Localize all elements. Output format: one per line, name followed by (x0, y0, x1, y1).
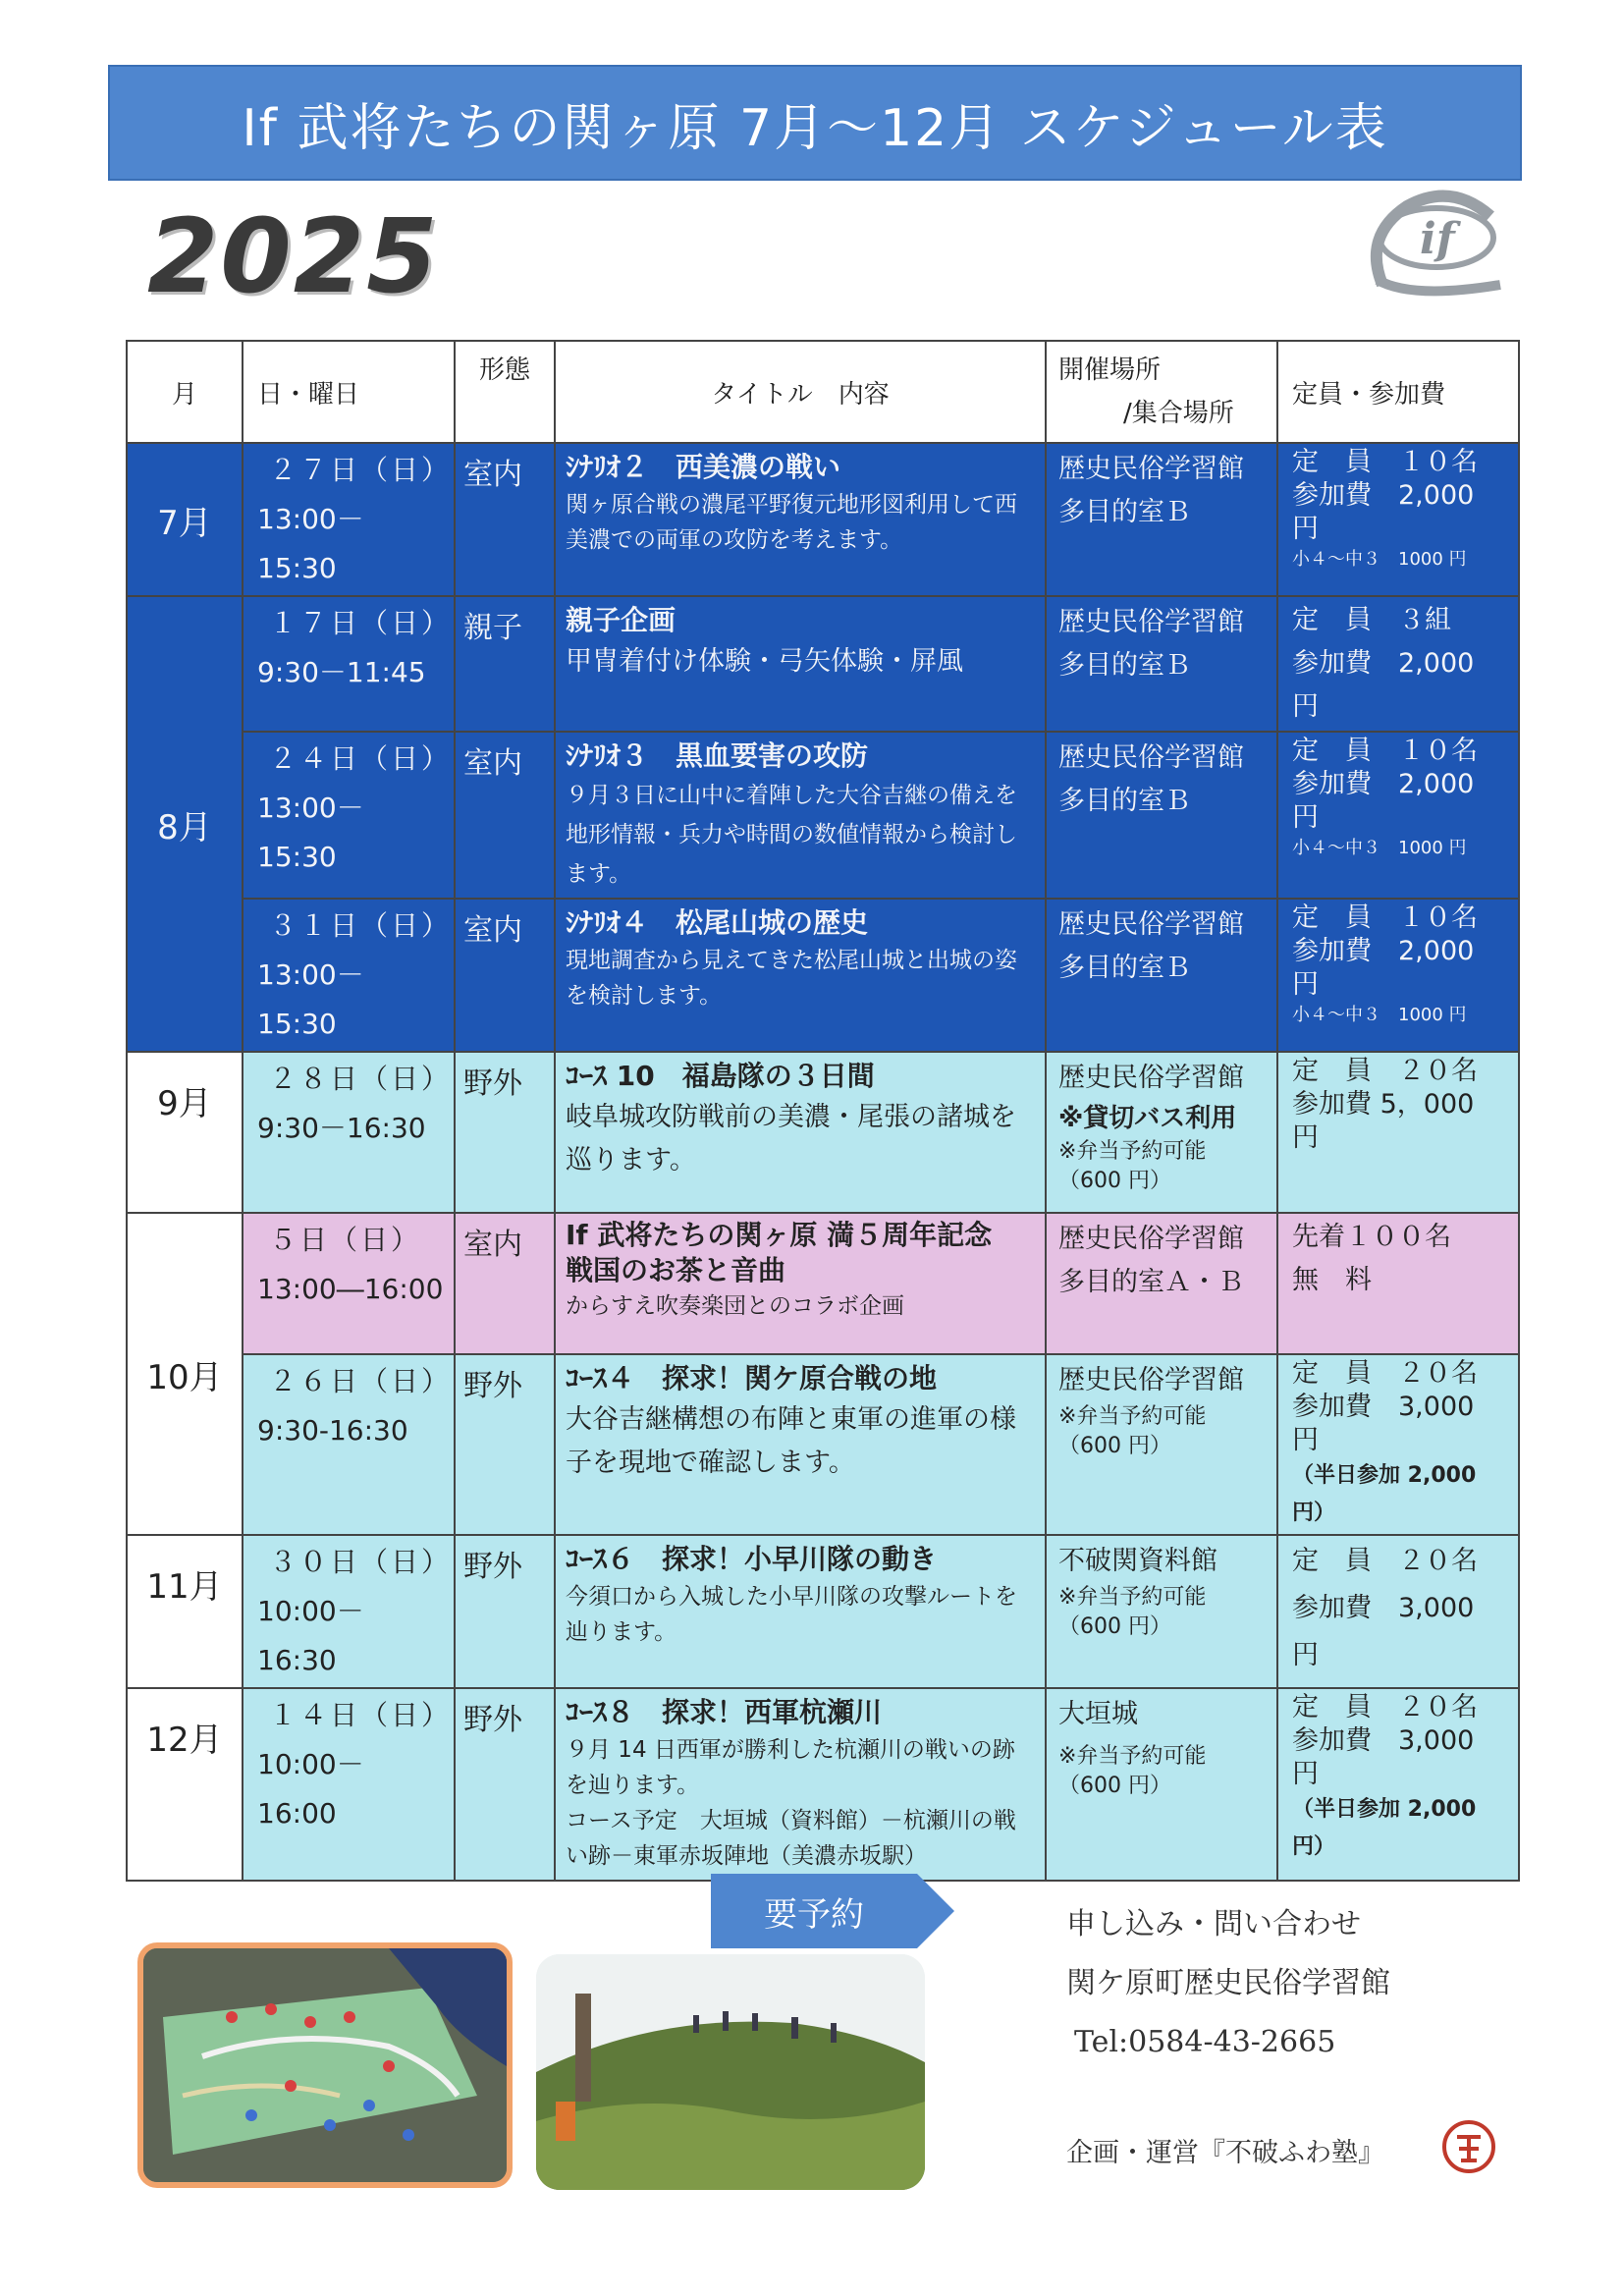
date-cell: １７日（日） 9:30－11:45 (243, 596, 455, 732)
place-cell: 歴史民俗学習館 多目的室Ａ・Ｂ (1046, 1213, 1277, 1354)
col-place-line2: /集合場所 (1123, 399, 1234, 428)
month-cell: 9月 (127, 1052, 243, 1213)
place-cell: 歴史民俗学習館 多目的室Ｂ (1046, 443, 1277, 596)
capacity-cell: 定 員 １０名 参加費 2,000 円 小４～中３ 1000 円 (1277, 899, 1519, 1052)
date-cell: ３０日（日） 10:00－16:30 (243, 1535, 455, 1688)
capacity-cell: 定 員 １０名 参加費 2,000 円 小４～中３ 1000 円 (1277, 732, 1519, 899)
date-cell: ２７日（日） 13:00－15:30 (243, 443, 455, 596)
place-cell: 歴史民俗学習館 多目的室Ｂ (1046, 899, 1277, 1052)
seal-icon (1441, 2119, 1496, 2174)
year-label: 2025 (147, 196, 440, 316)
capacity-cell: 定 員 ２０名 参加費 3,000 円 （半日参加 2,000 円） (1277, 1354, 1519, 1535)
col-place (1046, 341, 1277, 443)
col-capacity: 定員・参加費 (1277, 341, 1519, 443)
table-row (127, 1213, 1519, 1354)
table-row (127, 443, 1519, 596)
title-cell: ｼﾅﾘｵ４ 松尾山城の歴史 現地調査から見えてきた松尾山城と出城の姿を検討します。 (555, 899, 1046, 1052)
date-cell: ２６日（日） 9:30-16:30 (243, 1354, 455, 1535)
table-row (127, 1688, 1519, 1881)
capacity-cell: 定 員 ２０名 参加費 3,000 円 （半日参加 2,000 円） (1277, 1688, 1519, 1881)
title-banner (108, 65, 1522, 181)
place-cell: 歴史民俗学習館 ※貸切バス利用 ※弁当予約可能 （600 円） (1046, 1052, 1277, 1213)
title-cell: ｼﾅﾘｵ３ 黒血要害の攻防 ９月３日に山中に着陣した大谷吉継の備えを地形情報・兵力や時間の数値情報から検討します。 (555, 732, 1046, 899)
month-cell: 8月 (127, 596, 243, 1052)
table-row (127, 596, 1519, 732)
contact-block (1066, 1895, 1390, 2072)
contact-line1: 申し込み・問い合わせ (1066, 1907, 1361, 1941)
page-title: If 武将たちの関ヶ原 7月～12月 スケジュール表 (242, 98, 1388, 158)
col-month: 月 (127, 341, 243, 443)
col-title: タイトル 内容 (555, 341, 1046, 443)
date-cell: ３１日（日） 13:00－15:30 (243, 899, 455, 1052)
table-header-row (127, 341, 1519, 443)
if-logo-icon (1353, 177, 1510, 304)
svg-text:if: if (1420, 214, 1455, 264)
type-cell: 野外 (455, 1052, 555, 1213)
capacity-cell: 定 員 ２０名 参加費 3,000 円 (1277, 1535, 1519, 1688)
title-cell: If 武将たちの関ヶ原 満５周年記念 戦国のお茶と音曲 からすえ吹奏楽団とのコラボ企画 (555, 1213, 1046, 1354)
capacity-cell: 先着１００名 無 料 (1277, 1213, 1519, 1354)
reserve-label: 要予約 (764, 1894, 864, 1935)
title-cell: ｺｰｽ６ 探求！小早川隊の動き 今須口から入城した小早川隊の攻撃ルートを辿ります。 (555, 1535, 1046, 1688)
month-cell: 12月 (127, 1688, 243, 1881)
title-cell: ｺｰｽ 10 福島隊の３日間 岐阜城攻防戦前の美濃・尾張の諸城を巡ります。 (555, 1052, 1046, 1213)
date-cell: １４日（日） 10:00－16:00 (243, 1688, 455, 1881)
month-cell: 10月 (127, 1213, 243, 1535)
field-trip-photo (536, 1954, 925, 2190)
type-cell: 親子 (455, 596, 555, 732)
place-cell: 歴史民俗学習館 多目的室Ｂ (1046, 732, 1277, 899)
capacity-cell: 定 員 ３組 参加費 2,000 円 (1277, 596, 1519, 732)
place-cell: 歴史民俗学習館 多目的室Ｂ (1046, 596, 1277, 732)
organizer-label: 企画・運営『不破ふわ塾』 (1066, 2138, 1384, 2168)
month-cell: 7月 (127, 443, 243, 596)
col-place-line1: 開催場所 (1058, 355, 1162, 385)
col-type: 形態 (455, 341, 555, 443)
contact-line2: 関ケ原町歴史民俗学習館 (1066, 1966, 1390, 2000)
date-cell: ２４日（日） 13:00－15:30 (243, 732, 455, 899)
place-cell: 不破関資料館 ※弁当予約可能 （600 円） (1046, 1535, 1277, 1688)
table-row (127, 1052, 1519, 1213)
date-cell: ５日（日） 13:00―16:00 (243, 1213, 455, 1354)
type-cell: 室内 (455, 732, 555, 899)
place-cell: 大垣城 ※弁当予約可能 （600 円） (1046, 1688, 1277, 1881)
title-cell: ｼﾅﾘｵ２ 西美濃の戦い 関ヶ原合戦の濃尾平野復元地形図利用して西美濃での両軍の攻防を考えます。 (555, 443, 1046, 596)
capacity-cell: 定 員 １０名 参加費 2,000 円 小４～中３ 1000 円 (1277, 443, 1519, 596)
table-row (127, 1535, 1519, 1688)
contact-tel[interactable]: Tel:0584-43-2665 (1074, 2025, 1336, 2059)
schedule-table (126, 340, 1520, 1882)
type-cell: 室内 (455, 1213, 555, 1354)
type-cell: 野外 (455, 1688, 555, 1881)
title-cell: ｺｰｽ４ 探求！関ケ原合戦の地 大谷吉継構想の布陣と東軍の進軍の様子を現地で確認します。 (555, 1354, 1046, 1535)
type-cell: 野外 (455, 1354, 555, 1535)
place-cell: 歴史民俗学習館 ※弁当予約可能 （600 円） (1046, 1354, 1277, 1535)
month-cell: 11月 (127, 1535, 243, 1688)
title-cell: ｺｰｽ８ 探求！西軍杭瀬川 ９月 14 日西軍が勝利した杭瀬川の戦いの跡を辿ります。 コース予定 大垣城（資料館）－杭瀬川の戦い跡－東軍赤坂陣地（美濃赤坂駅） (555, 1688, 1046, 1881)
table-row (127, 732, 1519, 899)
type-cell: 室内 (455, 899, 555, 1052)
type-cell: 野外 (455, 1535, 555, 1688)
table-row (127, 1354, 1519, 1535)
diorama-photo (137, 1942, 513, 2188)
table-row (127, 899, 1519, 1052)
date-cell: ２８日（日） 9:30－16:30 (243, 1052, 455, 1213)
type-cell: 室内 (455, 443, 555, 596)
col-date: 日・曜日 (243, 341, 455, 443)
title-cell: 親子企画 甲冑着付け体験・弓矢体験・屏風 (555, 596, 1046, 732)
capacity-cell: 定 員 ２０名 参加費 5，000 円 (1277, 1052, 1519, 1213)
